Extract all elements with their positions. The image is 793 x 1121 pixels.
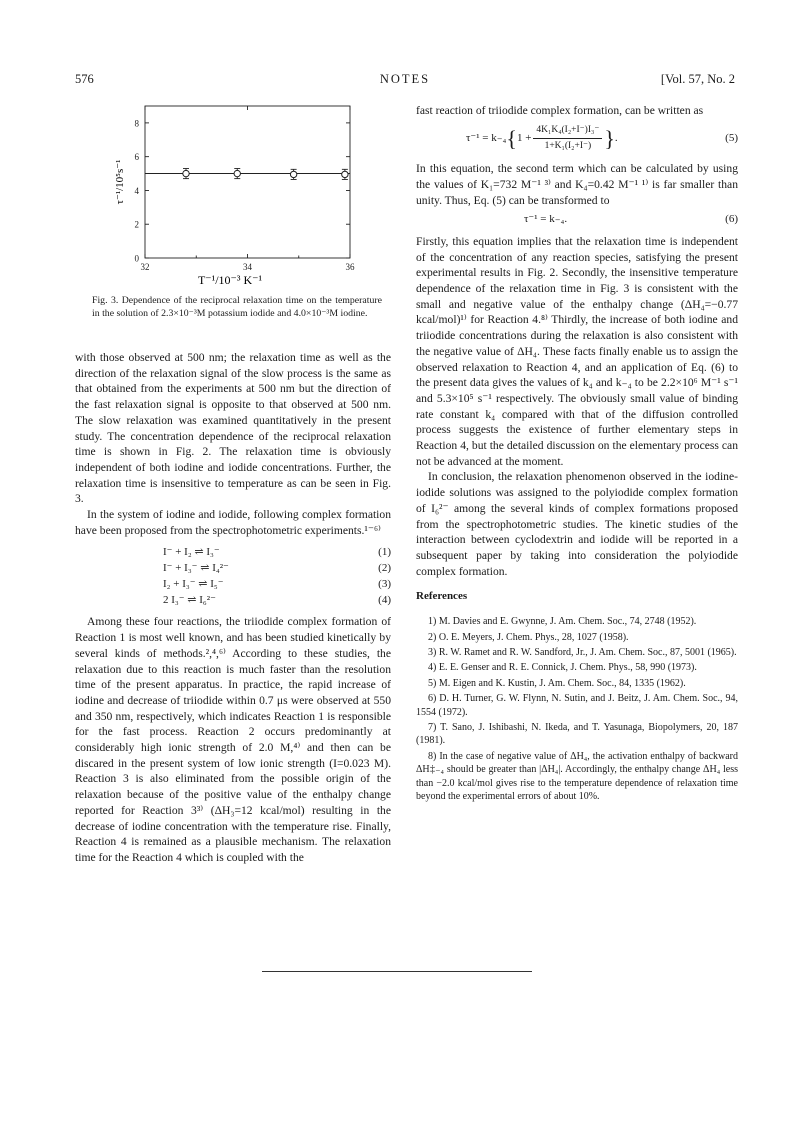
equation: I⁻ + I₃⁻ ⇌ I₄²⁻	[163, 562, 229, 575]
equation-5	[416, 123, 738, 155]
references-list	[416, 615, 738, 803]
equation-number: (6)	[725, 213, 738, 226]
x-tick-label: 34	[243, 262, 252, 272]
y-tick-label: 6	[134, 152, 139, 163]
page-header	[75, 72, 735, 90]
reference-item: 5) M. Eigen and K. Kustin, J. Am. Chem. Soc., 84, 1335 (1962).	[428, 677, 686, 689]
y-axis-label: τ⁻¹/10⁵s⁻¹	[114, 159, 126, 205]
chart-marks	[145, 168, 350, 179]
equation-number: (4)	[378, 594, 391, 607]
paragraph: Firstly, this equation implies that the relaxation time is independent of the concentration of any reaction species, satisfying the present experimental results in Fig. 2. Secondly, the insensitive temperature dependence of the relaxation time in Fig. 3 is consistent with the small and negative value of the enthalpy change (ΔH₄=−0.77 kcal/mol)¹⁾ for Reaction 4.⁸⁾ Thirdly, the increase of both iodine and triiodide concentrations during the relaxation is also consistent with the negative value of ΔH₄. These facts finally enable us to assign the observed relaxation to Reaction 4, and an application of Eq. (6) to the present data gives the values of k₄ and k₋₄ to be 2.2×10⁶ M⁻¹ s⁻¹ and 5.3×10⁵ s⁻¹ respectively. The obviously small value of binding rate constant k₄ compared with that of the diffusion controlled process suggests the existence of further elementary steps in Reaction 4, but the detailed discussion on the elementary process can not be advanced at the moment.	[416, 234, 738, 468]
reference-item: 3) R. W. Ramet and R. W. Sandford, Jr., J. Am. Chem. Soc., 87, 5001 (1965).	[428, 646, 737, 658]
end-rule	[262, 971, 532, 972]
y-tick-label: 0	[134, 253, 139, 264]
equation-row	[75, 560, 391, 576]
paragraph: In conclusion, the relaxation phenomenon observed in the iodine-iodide solutions was assigned to the polyiodide complex formation of I₆²⁻ among the several kinds of complex formations proposed from the spectrophotometric studies. The kinetic studies of the interaction between cyclodextrin and iodide will be reported in a subsequent paper by taking into consideration the polyiodide complex formation.	[416, 470, 738, 578]
figure-3-chart	[85, 96, 385, 288]
chart-axes	[145, 106, 350, 258]
y-tick-label: 8	[134, 118, 139, 129]
paragraph: In this equation, the second term which can be calculated by using the values of K₁=732 M⁻¹ ³⁾ and K₄=0.42 M⁻¹ ¹⁾ is far smaller than unity. Thus, Eq. (5) can be transformed to	[416, 162, 738, 207]
reference-item: 4) E. E. Genser and R. E. Connick, J. Chem. Phys., 58, 990 (1973).	[428, 662, 697, 674]
equation-number: (5)	[725, 132, 738, 145]
x-axis-label: T⁻¹/10⁻³ K⁻¹	[197, 273, 263, 287]
equation-row	[75, 544, 391, 560]
reference-item: 7) T. Sano, J. Ishibashi, N. Ikeda, and T. Yasunaga, Biopolymers, 20, 187 (1981).	[416, 721, 738, 747]
equation-6	[416, 212, 738, 228]
paragraph: Among these four reactions, the triiodide complex formation of Reaction 1 is most well known, and has been studied kinetically by several kinds of methods.²,⁴,⁶⁾ According to these studies, the relaxation due to this reaction is much faster than the resolution time of the present apparatus. In practice, the rapid increase of iodine and decrease of triiodide within 0.7 μs were observed at 550 and 350 nm, respectively, which indicates Reaction 1 is responsible for the fast process. Reaction 2 occurs predominantly at considerably high ionic strength of 2.0 M,⁴⁾ and then can be discared in the present system of low ionic strength (I=0.023 M). Reaction 3 is also eliminated from the possible origin of the relaxation because of the positive value of the enthalpy change reported for Reaction 3³⁾ (ΔH₃=12 kcal/mol) resulting in the decrease of iodine concentration with the temperature rise. Finally, Reaction 4 is remained as a plausible mechanism. The relaxation time for the Reaction 4 which is coupled with the	[75, 615, 391, 864]
equation: τ⁻¹ = k₋₄.	[524, 213, 568, 226]
y-tick-label: 2	[134, 219, 139, 230]
references-heading: References	[416, 590, 468, 603]
left-column	[75, 350, 391, 866]
paragraph: In the system of iodine and iodide, following complex formation have been proposed from the spectrophotometric experiments.¹⁻⁶⁾	[75, 508, 391, 537]
running-title: NOTES	[379, 72, 431, 86]
reference-item: 1) M. Davies and E. Gwynne, J. Am. Chem. Soc., 74, 2748 (1952).	[428, 616, 697, 628]
fraction-numerator: 4K₁K₄(I₂+I⁻)I₃⁻	[533, 123, 602, 140]
y-tick-label: 4	[134, 185, 139, 196]
equation: I₂ + I₃⁻ ⇌ I₅⁻	[163, 578, 224, 591]
equation-number: (1)	[378, 546, 391, 559]
reference-item: 8) In the case of negative value of ΔH₄, the activation enthalpy of backward ΔH‡₋₄ should be greater than |ΔH₄|. Accordingly, the enthalpy change ΔH₄ less than −2.0 kcal/mol gives rise to the temperature dependence of relaxation time beyond the experimental errors of about 10%.	[416, 750, 738, 802]
paragraph: fast reaction of triiodide complex formation, can be written as	[416, 104, 704, 117]
volume-info: [Vol. 57, No. 2	[660, 72, 735, 86]
right-column	[416, 103, 738, 805]
x-tick-label: 32	[140, 262, 150, 272]
equation: 2 I₃⁻ ⇌ I₆²⁻	[163, 594, 216, 607]
data-point	[342, 171, 348, 177]
brace-open: {	[506, 125, 517, 151]
data-point	[183, 170, 189, 176]
equation-lhs: τ⁻¹ = k₋₄	[466, 132, 507, 145]
chart-ticks	[135, 106, 356, 272]
figure-caption: Fig. 3. Dependence of the reciprocal relaxation time on the temperature in the solution of 2.3×10⁻³M potassium iodide and 4.0×10⁻³M iodine.	[92, 295, 382, 319]
fraction-denominator: 1+K₁(I₂+I⁻)	[544, 141, 592, 152]
equation-number: (2)	[378, 562, 391, 575]
equation: τ⁻¹ = k₋₄ { 1 + $\frac{\text{4K₁K₄(I₂+I⁻)I₃⁻}}{\text{1+K₁(I₂+I⁻)}}$ } .	[416, 123, 618, 155]
page-number: 576	[75, 72, 94, 86]
reference-item: 2) O. E. Meyers, J. Chem. Phys., 28, 1027 (1958).	[428, 631, 629, 643]
plot-frame	[145, 106, 350, 258]
reference-item: 6) D. H. Turner, G. W. Flynn, N. Sutin, and J. Beitz, J. Am. Chem. Soc., 94, 1554 (1972).	[416, 693, 738, 718]
data-point	[290, 171, 296, 177]
equation-row	[75, 576, 391, 592]
x-tick-label: 36	[345, 262, 355, 272]
paragraph: with those observed at 500 nm; the relaxation time as well as the direction of the relaxation signal of the slow process is the same as that obtained from the experiments at 500 nm but the direction of the fast relaxation signal is opposite to that observed at 500 nm. The slow relaxation was examined quantitatively in the present study. The concentration dependence of the reciprocal relaxation time is shown in Fig. 2. The relaxation time is obviously independent of both iodine and iodide concentrations. Further, the relaxation time is insensitive to temperature as can be seen in Fig. 3.	[75, 351, 391, 506]
fraction	[533, 123, 602, 155]
reaction-equations	[75, 544, 391, 608]
data-point	[234, 170, 240, 176]
equation: I⁻ + I₂ ⇌ I₃⁻	[163, 546, 220, 559]
equation-row	[75, 592, 391, 608]
brace-close: }	[604, 125, 615, 151]
equation-number: (3)	[378, 578, 391, 591]
